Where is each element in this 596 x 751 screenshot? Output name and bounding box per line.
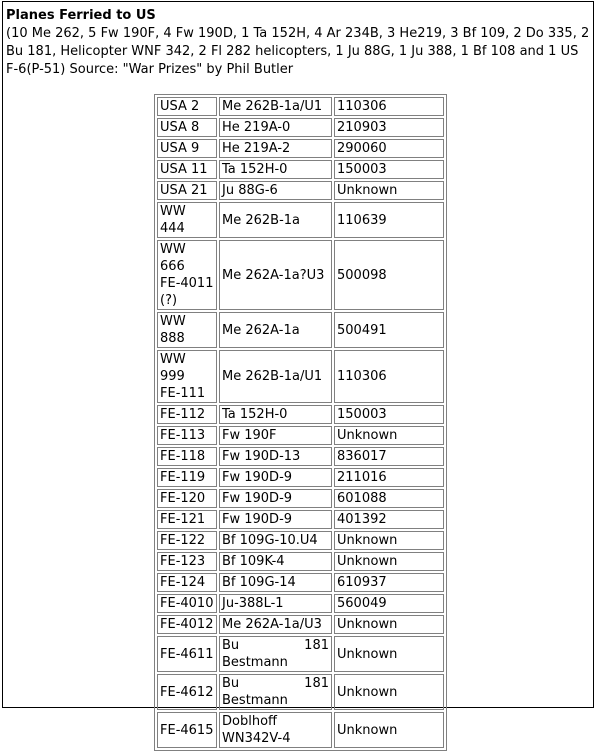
serial-cell: 500491 <box>334 312 444 348</box>
serial-cell: 211016 <box>334 468 444 487</box>
table-row <box>157 139 444 158</box>
table-row <box>157 674 444 710</box>
type-line <box>222 675 329 692</box>
id-cell <box>157 240 217 310</box>
id-cell: FE-121 <box>157 510 217 529</box>
serial-cell: Unknown <box>334 181 444 200</box>
page-description: (10 Me 262, 5 Fw 190F, 4 Fw 190D, 1 Ta 152H, 4 Ar 234B, 3 He219, 3 Bf 109, 2 Do 335, 2 Bu 181, Helicopter WNF 342, 2 Fl 282 helicopters, 1 Ju 88G, 1 Ju 388, 1 Bf 108 and 1 US F-6(P-51) Source: "War Prizes" by Phil Butler <box>6 26 590 77</box>
id-cell <box>157 350 217 403</box>
id-line: (?) <box>160 293 178 308</box>
type-cell: Fw 190D-9 <box>219 489 332 508</box>
table-row <box>157 712 444 748</box>
serial-cell: 401392 <box>334 510 444 529</box>
table-row <box>157 468 444 487</box>
type-cell <box>219 636 332 672</box>
table-row <box>157 594 444 613</box>
table-row <box>157 181 444 200</box>
id-cell: USA 11 <box>157 160 217 179</box>
type-cell: Bf 109G-10.U4 <box>219 531 332 550</box>
type-cell: Me 262B-1a/U1 <box>219 350 332 403</box>
type-number: 181 <box>304 676 329 691</box>
type-cell: Fw 190D-13 <box>219 447 332 466</box>
serial-cell: Unknown <box>334 552 444 571</box>
serial-cell: 150003 <box>334 160 444 179</box>
id-cell: FE-119 <box>157 468 217 487</box>
id-line: WW 999 <box>160 352 186 384</box>
serial-cell: 601088 <box>334 489 444 508</box>
type-cell: Fw 190D-9 <box>219 510 332 529</box>
table-row <box>157 615 444 634</box>
type-cell: Ta 152H-0 <box>219 160 332 179</box>
type-cell <box>219 712 332 748</box>
type-cell: Ta 152H-0 <box>219 405 332 424</box>
type-make: Bu <box>222 676 240 691</box>
type-make: Bu <box>222 638 240 653</box>
type-cell: Ju-388L-1 <box>219 594 332 613</box>
type-line <box>222 637 329 654</box>
table-row <box>157 160 444 179</box>
type-line: WN342V-4 <box>222 731 291 746</box>
serial-cell: 210903 <box>334 118 444 137</box>
id-cell: FE-122 <box>157 531 217 550</box>
id-cell: USA 9 <box>157 139 217 158</box>
id-cell: WW 888 <box>157 312 217 348</box>
page-title: Planes Ferried to US <box>6 8 156 23</box>
id-cell: FE-4615 <box>157 712 217 748</box>
serial-cell: 560049 <box>334 594 444 613</box>
serial-cell: 110306 <box>334 350 444 403</box>
type-cell: He 219A-0 <box>219 118 332 137</box>
type-line: Doblhoff <box>222 714 277 729</box>
type-cell: Fw 190F <box>219 426 332 445</box>
id-cell: FE-123 <box>157 552 217 571</box>
type-number: 181 <box>304 638 329 653</box>
planes-table <box>154 94 447 751</box>
serial-cell: Unknown <box>334 712 444 748</box>
id-cell: WW 444 <box>157 202 217 238</box>
table-row <box>157 312 444 348</box>
header <box>6 7 590 79</box>
id-cell: FE-112 <box>157 405 217 424</box>
type-cell <box>219 674 332 710</box>
table-row <box>157 350 444 403</box>
table-row <box>157 240 444 310</box>
table-row <box>157 552 444 571</box>
type-cell: Me 262B-1a/U1 <box>219 97 332 116</box>
serial-cell: Unknown <box>334 531 444 550</box>
serial-cell: 110306 <box>334 97 444 116</box>
serial-cell: 836017 <box>334 447 444 466</box>
serial-cell: Unknown <box>334 636 444 672</box>
table-row <box>157 405 444 424</box>
id-cell: FE-124 <box>157 573 217 592</box>
id-cell: FE-118 <box>157 447 217 466</box>
type-cell: Ju 88G-6 <box>219 181 332 200</box>
id-line: WW 666 <box>160 242 186 274</box>
id-cell: FE-4012 <box>157 615 217 634</box>
type-cell: Bf 109G-14 <box>219 573 332 592</box>
table-row <box>157 636 444 672</box>
table-row <box>157 426 444 445</box>
type-name: Bestmann <box>222 655 288 670</box>
id-cell: FE-120 <box>157 489 217 508</box>
type-cell: Me 262B-1a <box>219 202 332 238</box>
table-row <box>157 510 444 529</box>
table-row <box>157 118 444 137</box>
table-row <box>157 531 444 550</box>
id-line: FE-4011 <box>160 276 214 291</box>
serial-cell: 150003 <box>334 405 444 424</box>
serial-cell: 500098 <box>334 240 444 310</box>
type-name: Bestmann <box>222 693 288 708</box>
table-row <box>157 489 444 508</box>
serial-cell: Unknown <box>334 615 444 634</box>
id-cell: USA 2 <box>157 97 217 116</box>
table-row <box>157 573 444 592</box>
type-cell: He 219A-2 <box>219 139 332 158</box>
id-cell: FE-4612 <box>157 674 217 710</box>
table-row <box>157 202 444 238</box>
type-cell: Me 262A-1a?U3 <box>219 240 332 310</box>
serial-cell: 110639 <box>334 202 444 238</box>
serial-cell: 290060 <box>334 139 444 158</box>
id-cell: USA 8 <box>157 118 217 137</box>
type-cell: Me 262A-1a <box>219 312 332 348</box>
serial-cell: Unknown <box>334 674 444 710</box>
id-cell: FE-4611 <box>157 636 217 672</box>
id-line: FE-111 <box>160 386 206 401</box>
table-row <box>157 447 444 466</box>
id-cell: FE-4010 <box>157 594 217 613</box>
type-cell: Me 262A-1a/U3 <box>219 615 332 634</box>
table-row <box>157 97 444 116</box>
type-cell: Bf 109K-4 <box>219 552 332 571</box>
serial-cell: 610937 <box>334 573 444 592</box>
serial-cell: Unknown <box>334 426 444 445</box>
id-cell: USA 21 <box>157 181 217 200</box>
type-cell: Fw 190D-9 <box>219 468 332 487</box>
id-cell: FE-113 <box>157 426 217 445</box>
